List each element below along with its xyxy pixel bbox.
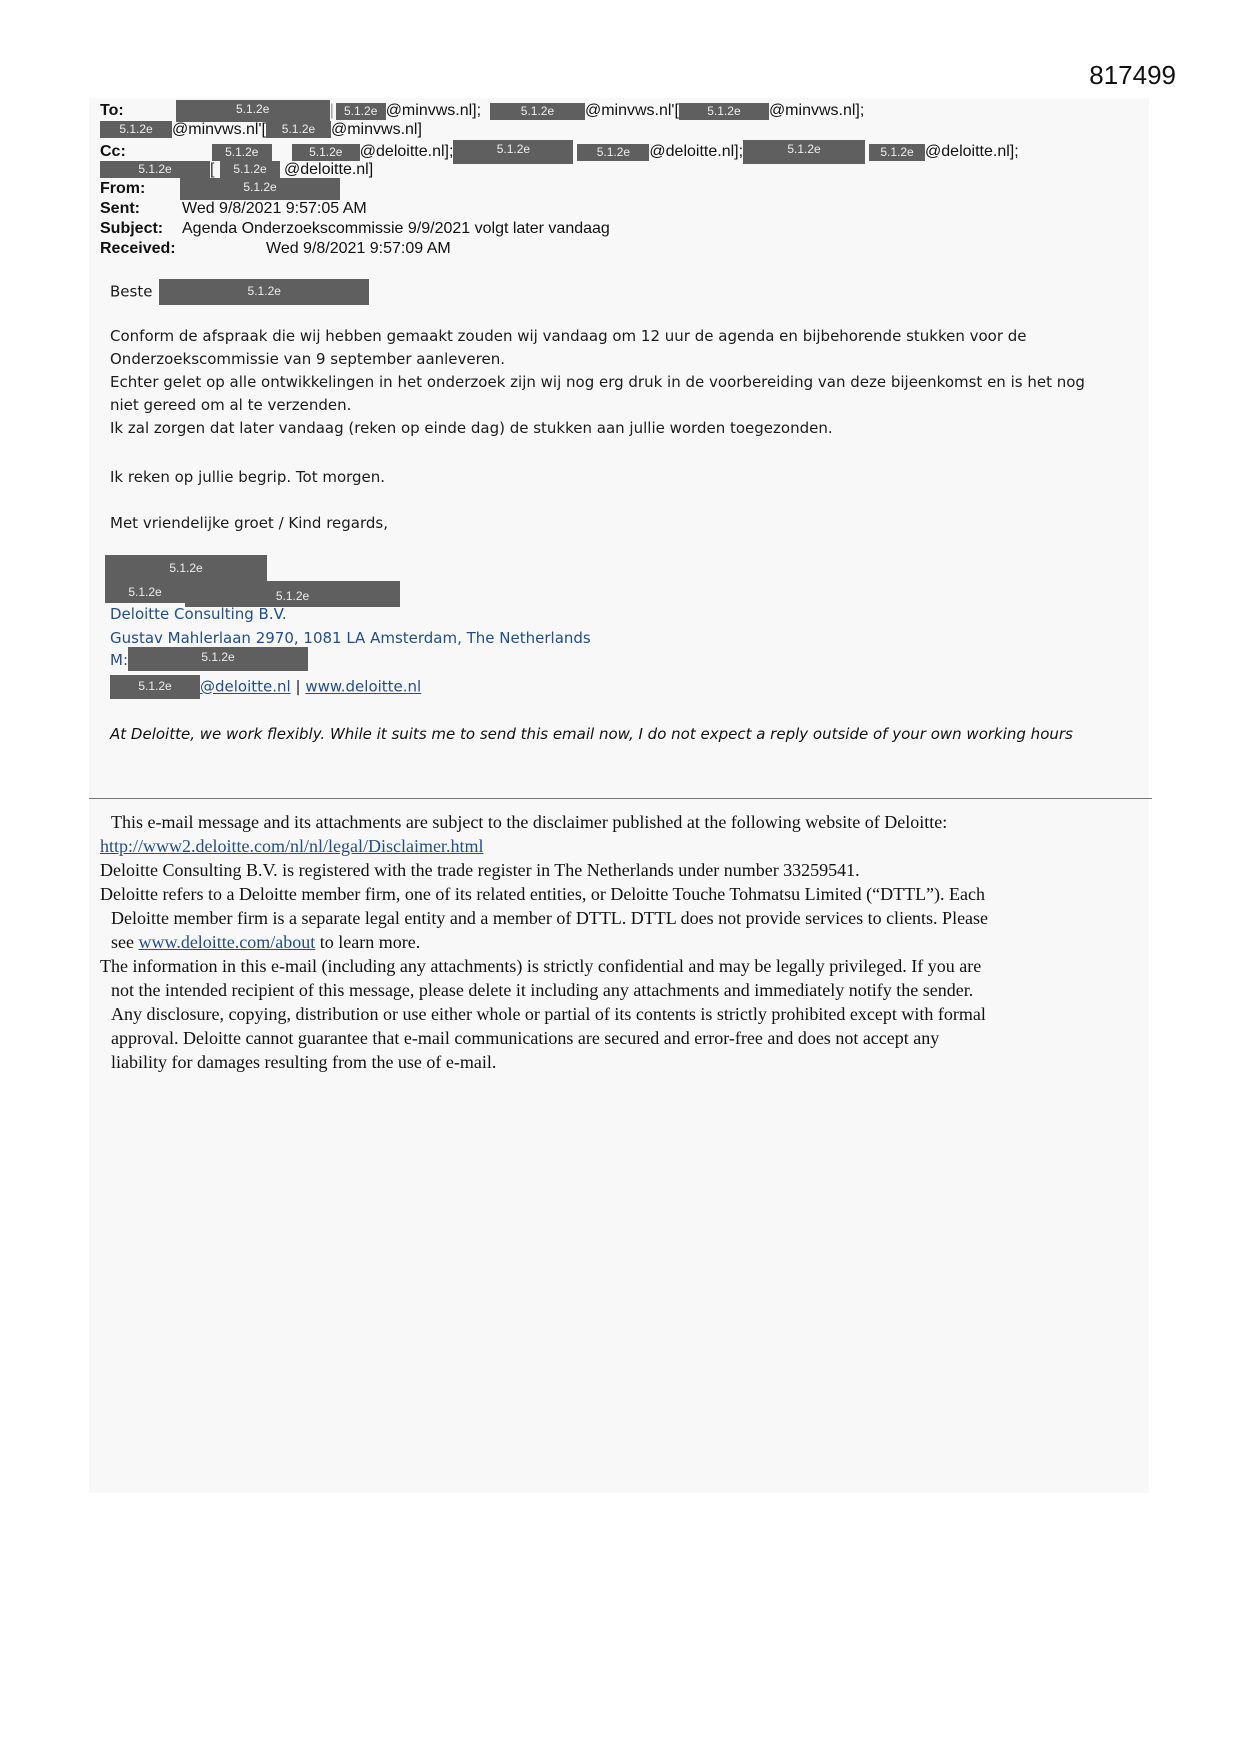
cc-email: @deloitte.nl]; — [649, 143, 744, 161]
document-number: 817499 — [1089, 60, 1176, 90]
redaction: 5.1.2e — [128, 647, 308, 671]
body-line: Echter gelet op alle ontwikkelingen in het onderzoek zijn wij nog erg druk in de voorbereiding van deze bijeenkomst en is het nog — [110, 373, 1085, 391]
to-email: @minvws.nl] — [330, 121, 422, 138]
email-link[interactable]: @deloitte.nl — [200, 677, 291, 696]
disclaimer-line: This e-mail message and its attachments are subject to the disclaimer published at the following website of Deloitte: — [111, 812, 948, 832]
from-label: From: — [100, 180, 146, 197]
redaction: 5.1.2e — [176, 100, 330, 122]
redaction: 5.1.2e — [453, 140, 573, 164]
to-line-1: To: 5.1.2e | 5.1.2e @minvws.nl]; 5.1.2e @minvws.nl'[ 5.1.2e @minvws.nl]; — [100, 100, 864, 122]
confidentiality-line: The information in this e-mail (including any attachments) is strictly confidential and may be legally privileged. If you are — [100, 956, 982, 976]
registration-line: Deloitte Consulting B.V. is registered with the trade register in The Netherlands under number 33259541. — [100, 860, 860, 880]
redaction: 5.1.2e — [159, 279, 369, 305]
subject-label: Subject: — [100, 220, 164, 237]
member-text: see — [111, 932, 134, 952]
redaction: 5.1.2e — [212, 144, 272, 161]
member-text: to learn more. — [319, 932, 421, 952]
confidentiality-line: approval. Deloitte cannot guarantee that e-mail communications are secured and error-free and does not accept any — [111, 1028, 940, 1048]
to-email: @minvws.nl]; — [768, 102, 865, 120]
website-link[interactable]: www.deloitte.nl — [305, 677, 422, 696]
member-line — [100, 930, 1140, 954]
signature-company: Deloitte Consulting B.V. — [110, 605, 287, 623]
mobile-label: M: — [110, 651, 128, 669]
redaction: 5.1.2e — [869, 144, 925, 161]
redaction: 5.1.2e — [679, 103, 769, 120]
disclaimer — [100, 810, 1140, 1074]
greeting-text: Beste — [110, 282, 153, 301]
email-panel — [89, 98, 1149, 1493]
body-line: niet gereed om al te verzenden. — [110, 396, 352, 414]
redaction: 5.1.2e — [577, 144, 649, 161]
body-line: Onderzoekscommissie van 9 september aanleveren. — [110, 350, 505, 368]
cc-line-2: 5.1.2e [ 5.1.2e @deloitte.nl] — [100, 160, 373, 179]
cc-email: @deloitte.nl]; — [925, 143, 1019, 161]
body-line: Ik zal zorgen dat later vandaag (reken op einde dag) de stukken aan jullie worden toegezonden. — [110, 419, 833, 437]
redaction: 5.1.2e — [100, 121, 172, 138]
redaction: 5.1.2e — [220, 161, 280, 178]
member-line: Deloitte member firm is a separate legal entity and a member of DTTL. DTTL does not provide services to clients. Please — [111, 908, 989, 928]
redaction: 5.1.2e — [490, 103, 585, 120]
sent-value: Wed 9/8/2021 9:57:05 AM — [182, 200, 367, 217]
confidentiality-line: liability for damages resulting from the use of e-mail. — [111, 1052, 497, 1072]
redaction: 5.1.2e — [185, 581, 400, 607]
greeting — [110, 279, 369, 305]
body-paragraph-2: Ik reken op jullie begrip. Tot morgen. — [110, 468, 386, 486]
redaction: 5.1.2e — [292, 144, 360, 161]
redaction: 5.1.2e — [110, 675, 200, 699]
subject-value: Agenda Onderzoekscommissie 9/9/2021 volgt later vandaag — [182, 220, 610, 237]
redaction: 5.1.2e — [336, 103, 386, 120]
body-paragraph-1 — [110, 325, 1085, 440]
redaction: 5.1.2e — [105, 555, 267, 581]
sent-label: Sent: — [100, 200, 140, 217]
member-line: Deloitte refers to a Deloitte member firm, one of its related entities, or Deloitte Touche Tohmatsu Limited (“DTTL”). Each — [100, 884, 986, 904]
flexible-work-note: At Deloitte, we work flexibly. While it suits me to send this email now, I do not expect a reply outside of your own working hours — [110, 725, 1073, 743]
redaction: 5.1.2e — [266, 121, 331, 138]
to-email: @minvws.nl'[ — [584, 102, 679, 120]
to-line-2 — [100, 120, 422, 139]
divider — [89, 798, 1152, 799]
signature-address: Gustav Mahlerlaan 2970, 1081 LA Amsterdam, The Netherlands — [110, 629, 591, 647]
signature-email-line — [110, 675, 421, 699]
received-value: Wed 9/8/2021 9:57:09 AM — [266, 240, 451, 257]
disclaimer-link[interactable]: http://www2.deloitte.com/nl/nl/legal/Disclaimer.html — [100, 836, 484, 856]
separator: | — [295, 677, 301, 696]
signature-title — [105, 581, 400, 607]
confidentiality-line: Any disclosure, copying, distribution or use either whole or partial of its contents is strictly prohibited except with formal — [111, 1004, 986, 1024]
redaction: 5.1.2e — [180, 178, 340, 200]
closing: Met vriendelijke groet / Kind regards, — [110, 514, 388, 532]
signature-mobile — [110, 651, 308, 671]
to-email: @minvws.nl'[ — [172, 121, 266, 138]
cc-label: Cc: — [100, 143, 126, 161]
from-value — [180, 178, 340, 200]
redaction: 5.1.2e — [743, 140, 865, 164]
cc-email: @deloitte.nl] — [284, 161, 374, 178]
to-email: @minvws.nl]; — [385, 102, 482, 120]
confidentiality-line: not the intended recipient of this message, please delete it including any attachments and immediately notify the sender. — [111, 980, 974, 1000]
to-label: To: — [100, 102, 124, 120]
body-line: Conform de afspraak die wij hebben gemaakt zouden wij vandaag om 12 uur de agenda en bijbehorende stukken voor de — [110, 327, 1027, 345]
cc-email: @deloitte.nl]; — [359, 143, 454, 161]
received-label: Received: — [100, 240, 176, 257]
redaction: 5.1.2e — [105, 581, 185, 603]
redaction: 5.1.2e — [100, 161, 210, 178]
signature-name — [105, 555, 267, 581]
about-link[interactable]: www.deloitte.com/about — [138, 932, 316, 952]
